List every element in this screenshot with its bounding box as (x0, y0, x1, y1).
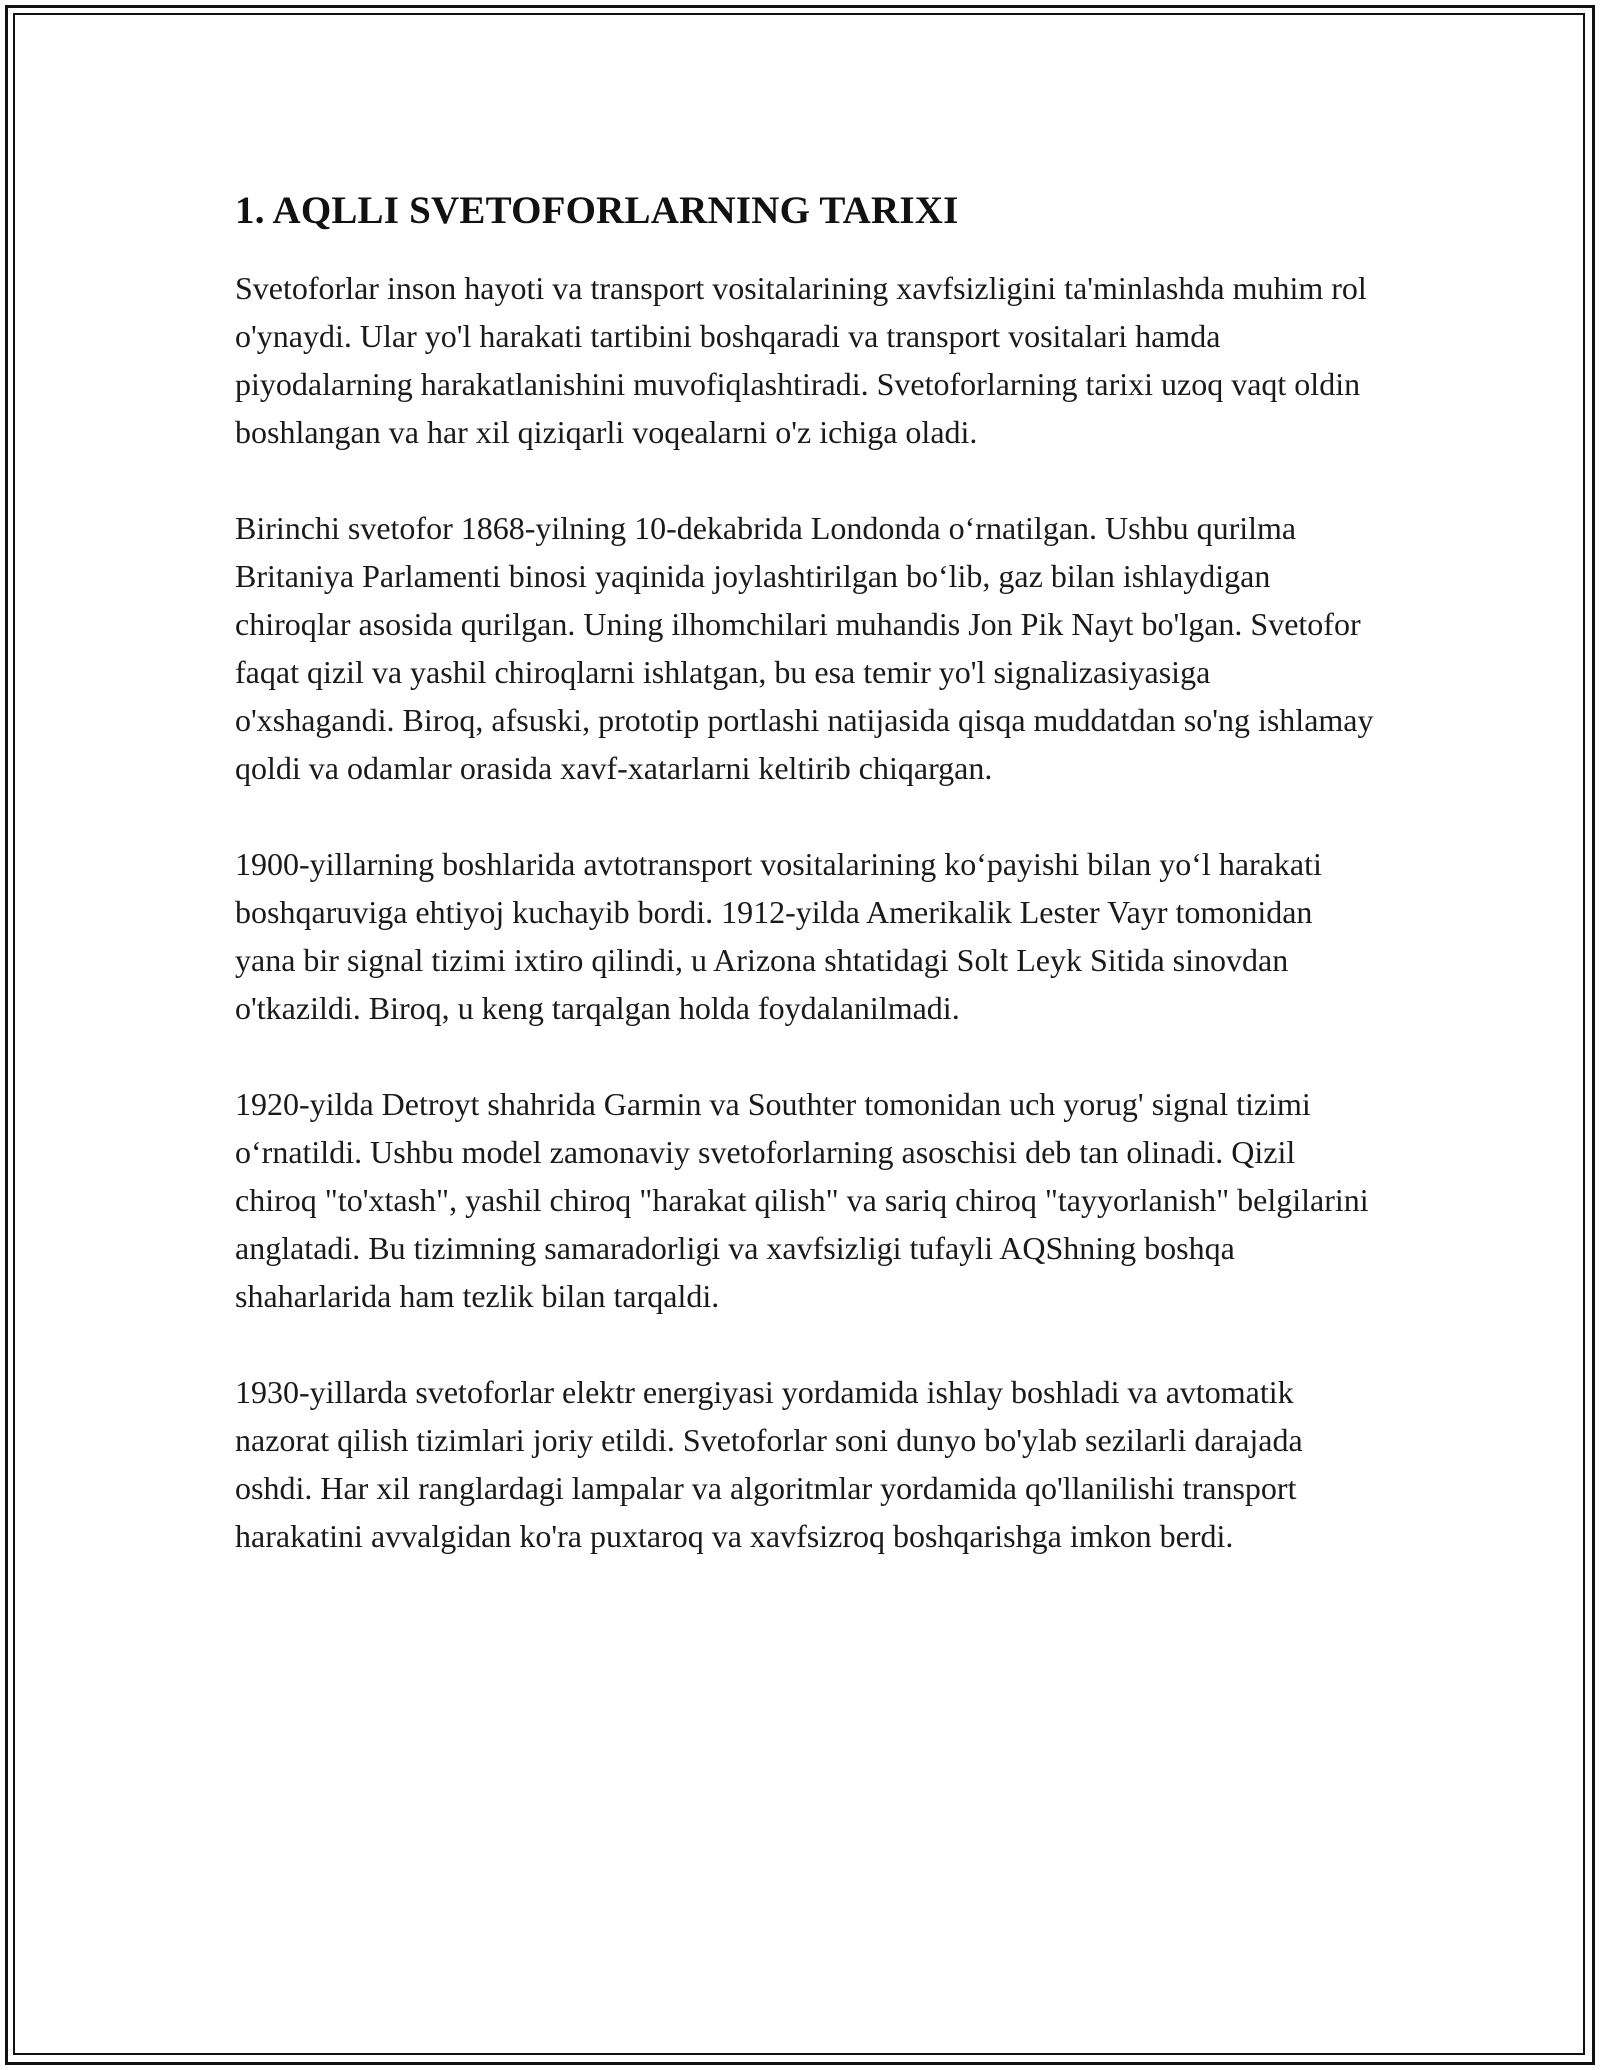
paragraph-1920: 1920-yilda Detroyt shahrida Garmin va Southter tomonidan uch yorug' signal tizimi oʻrnatildi. Ushbu model zamonaviy svetoforlarning asoschisi deb tan olinadi. Qizil chiroq "to'xtash", yashil chiroq "harakat qilish" va sariq chiroq "tayyorlanish" belgilarini anglatadi. Bu tizimning samaradorligi va xavfsizligi tufayli AQShning boshqa shaharlarida ham tezlik bilan tarqaldi. (235, 1086, 1369, 1314)
document-body (235, 186, 1375, 1608)
section-heading: 1. AQLLI SVETOFORLARNING TARIXI (235, 189, 959, 232)
paragraph-first-traffic-light: Birinchi svetofor 1868-yilning 10-dekabrida Londonda oʻrnatilgan. Ushbu qurilma Britaniya Parlamenti binosi yaqinida joylashtirilgan boʻlib, gaz bilan ishlaydigan chiroqlar asosida qurilgan. Uning ilhomchilari muhandis Jon Pik Nayt bo'lgan. Svetofor faqat qizil va yashil chiroqlarni ishlatgan, bu esa temir yo'l signalizasiyasiga o'xshagandi. Biroq, afsuski, prototip portlashi natijasida qisqa muddatdan so'ng ishlamay qoldi va odamlar orasida xavf-xatarlarni keltirib chiqargan. (235, 510, 1374, 786)
paragraph-1930s: 1930-yillarda svetoforlar elektr energiyasi yordamida ishlay boshladi va avtomatik nazorat qilish tizimlari joriy etildi. Svetoforlar soni dunyo bo'ylab sezilarli darajada oshdi. Har xil ranglardagi lampalar va algoritmlar yordamida qo'llanilishi transport harakatini avvalgidan ko'ra puxtaroq va xavfsizroq boshqarishga imkon berdi. (235, 1374, 1303, 1554)
paragraph-1900s: 1900-yillarning boshlarida avtotransport vositalarining koʻpayishi bilan yoʻl harakati boshqaruviga ehtiyoj kuchayib bordi. 1912-yilda Amerikalik Lester Vayr tomonidan yana bir signal tizimi ixtiro qilindi, u Arizona shtatidagi Solt Leyk Sitida sinovdan o'tkazildi. Biroq, u keng tarqalgan holda foydalanilmadi. (235, 846, 1322, 1026)
paragraph-intro: Svetoforlar inson hayoti va transport vositalarining xavfsizligini ta'minlashda muhim rol o'ynaydi. Ular yo'l harakati tartibini boshqaradi va transport vositalari hamda piyodalarning harakatlanishini muvofiqlashtiradi. Svetoforlarning tarixi uzoq vaqt oldin boshlangan va har xil qiziqarli voqealarni o'z ichiga oladi. (235, 270, 1367, 450)
